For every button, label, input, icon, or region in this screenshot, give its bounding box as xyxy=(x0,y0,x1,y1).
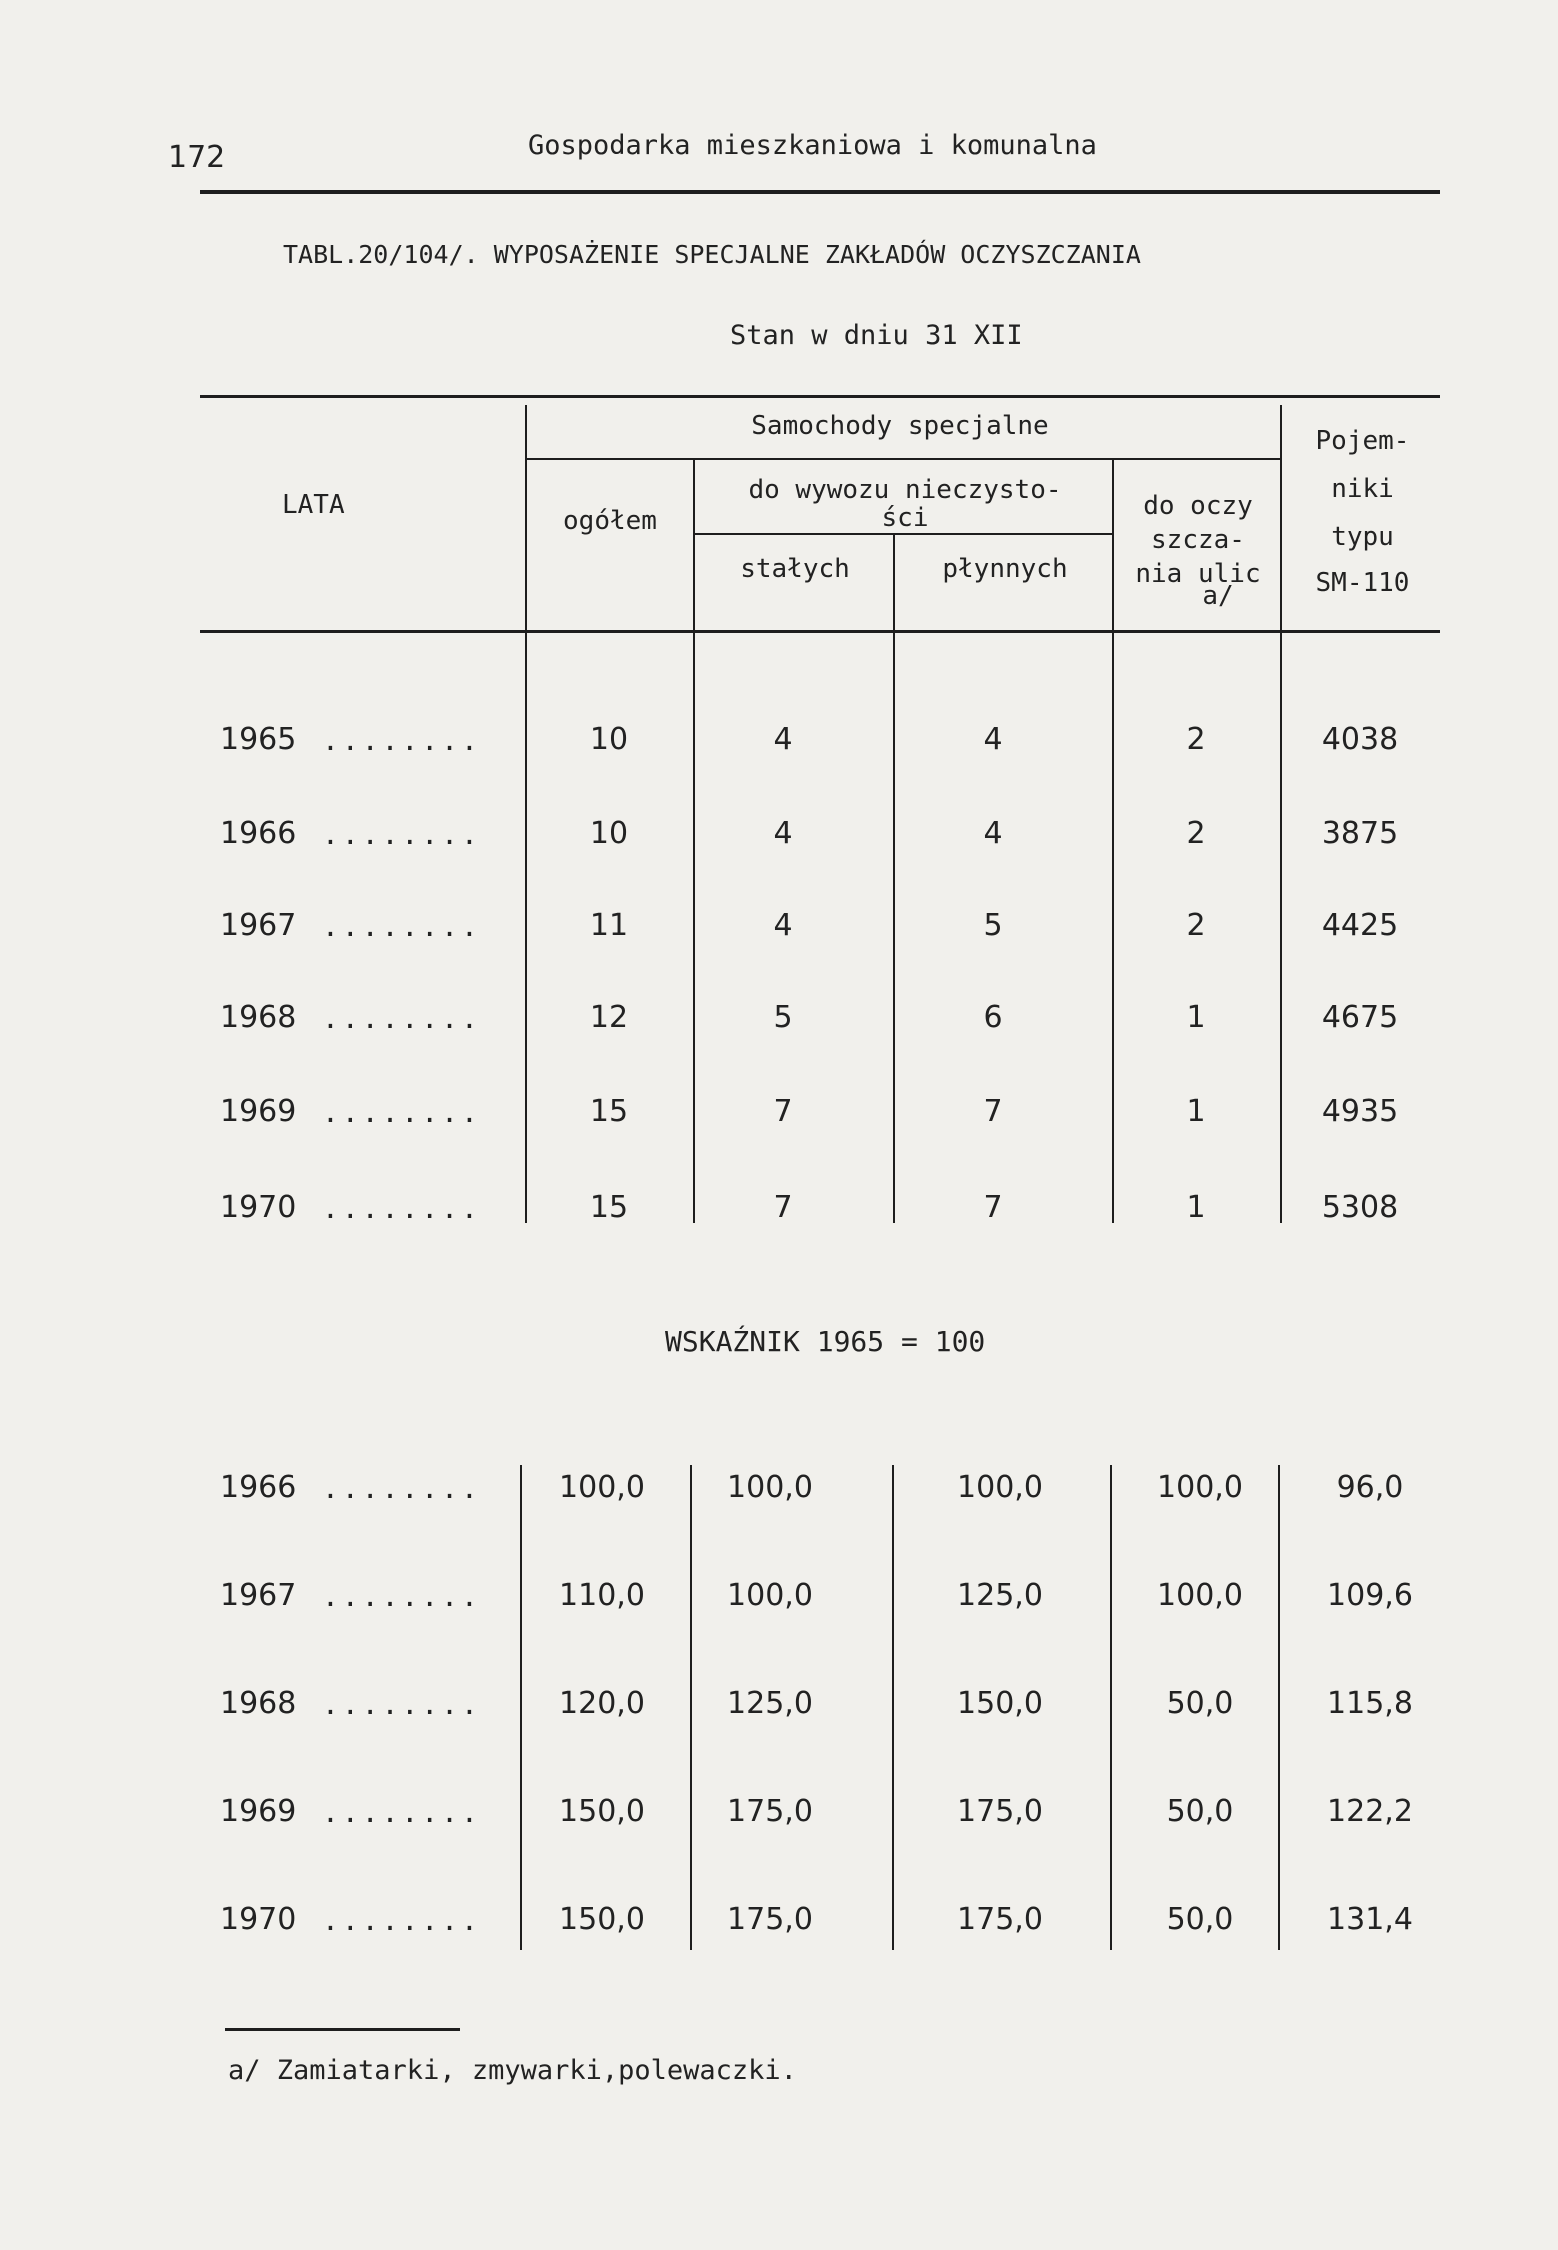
index-row-year: 1969 xyxy=(220,1794,297,1829)
absolute-cell-ogolem: 12 xyxy=(589,1000,629,1035)
index-row-leader-dots: ........ xyxy=(322,1688,481,1721)
header-rule xyxy=(200,190,1440,194)
header-wywozu-line2: ści xyxy=(881,503,929,533)
header-divider-ogolem xyxy=(693,460,695,630)
index-row-leader-dots: ........ xyxy=(322,1580,481,1613)
table-title: TABL.20/104/. WYPOSAŻENIE SPECJALNE ZAKŁADÓW OCZYSZCZANIA xyxy=(283,240,1141,269)
absolute-cell-plynnych: 5 xyxy=(983,908,1003,943)
absolute-cell-ogolem: 10 xyxy=(589,722,629,757)
absolute-cell-pojemniki: 3875 xyxy=(1321,816,1399,851)
header-oczyszczania-line3: nia ulic xyxy=(1135,559,1261,589)
absolute-cell-plynnych: 7 xyxy=(983,1190,1003,1225)
index-cell-stalych: 125,0 xyxy=(727,1686,813,1721)
index-cell-oczyszczania: 50,0 xyxy=(1166,1902,1234,1937)
header-pojemniki-line3: typu xyxy=(1331,522,1394,552)
samochody-rule xyxy=(525,458,1280,460)
index-cell-plynnych: 150,0 xyxy=(957,1686,1043,1721)
absolute-cell-oczyszczania: 2 xyxy=(1186,816,1206,851)
absolute-cell-pojemniki: 4935 xyxy=(1321,1094,1399,1129)
absolute-cell-plynnych: 7 xyxy=(983,1094,1003,1129)
absolute-cell-ogolem: 15 xyxy=(589,1190,629,1225)
absolute-row-year: 1970 xyxy=(220,1190,297,1225)
absolute-row-leader-dots: ........ xyxy=(322,1002,481,1035)
absolute-row-year: 1968 xyxy=(220,1000,297,1035)
absolute-cell-oczyszczania: 1 xyxy=(1186,1094,1206,1129)
absolute-cell-stalych: 5 xyxy=(773,1000,793,1035)
header-wywozu-line1: do wywozu nieczysto- xyxy=(748,475,1062,505)
index-cell-ogolem: 150,0 xyxy=(559,1902,645,1937)
absolute-cell-stalych: 4 xyxy=(773,722,793,757)
header-bottom-rule xyxy=(200,630,1440,633)
page-number: 172 xyxy=(168,140,226,175)
index-cell-oczyszczania: 100,0 xyxy=(1157,1470,1243,1505)
header-samochody: Samochody specjalne xyxy=(751,411,1049,441)
index-cell-pojemniki: 109,6 xyxy=(1327,1578,1413,1613)
index-cell-pojemniki: 122,2 xyxy=(1327,1794,1413,1829)
index-cell-pojemniki: 115,8 xyxy=(1327,1686,1413,1721)
index-cell-ogolem: 120,0 xyxy=(559,1686,645,1721)
absolute-row-leader-dots: ........ xyxy=(322,1192,481,1225)
index-row-year: 1967 xyxy=(220,1578,297,1613)
index-cell-stalych: 175,0 xyxy=(727,1794,813,1829)
footnote: a/ Zamiatarki, zmywarki,polewaczki. xyxy=(228,2055,797,2086)
index-cell-stalych: 100,0 xyxy=(727,1578,813,1613)
header-lata: LATA xyxy=(282,490,345,520)
index-divider-stalych xyxy=(892,1465,894,1950)
header-divider-plynnych xyxy=(1112,460,1114,630)
header-oczyszczania-line4: a/ xyxy=(1202,581,1234,611)
header-oczyszczania-line1: do oczy xyxy=(1143,491,1253,521)
absolute-cell-pojemniki: 5308 xyxy=(1321,1190,1399,1225)
header-oczyszczania-line2: szcza- xyxy=(1151,525,1245,555)
index-cell-oczyszczania: 100,0 xyxy=(1157,1578,1243,1613)
divider-oczyszczania xyxy=(1280,633,1282,1223)
absolute-cell-pojemniki: 4675 xyxy=(1321,1000,1399,1035)
absolute-cell-stalych: 7 xyxy=(773,1190,793,1225)
absolute-row-year: 1966 xyxy=(220,816,297,851)
index-divider-lata xyxy=(520,1465,522,1950)
header-plynnych: płynnych xyxy=(942,554,1068,584)
header-divider-lata xyxy=(525,405,527,630)
absolute-cell-stalych: 4 xyxy=(773,816,793,851)
absolute-cell-plynnych: 4 xyxy=(983,816,1003,851)
index-divider-oczyszczania xyxy=(1278,1465,1280,1950)
index-cell-pojemniki: 131,4 xyxy=(1327,1902,1413,1937)
divider-lata xyxy=(525,633,527,1223)
index-cell-oczyszczania: 50,0 xyxy=(1166,1794,1234,1829)
absolute-row-year: 1967 xyxy=(220,908,297,943)
table-top-rule xyxy=(200,395,1440,398)
divider-stalych xyxy=(893,633,895,1223)
header-pojemniki-line4: SM-110 xyxy=(1315,568,1410,598)
index-cell-plynnych: 175,0 xyxy=(957,1794,1043,1829)
index-divider-plynnych xyxy=(1110,1465,1112,1950)
header-stalych: stałych xyxy=(740,554,850,584)
header-divider-oczyszczania xyxy=(1280,405,1282,630)
absolute-cell-pojemniki: 4038 xyxy=(1321,722,1399,757)
divider-ogolem xyxy=(693,633,695,1223)
header-pojemniki-line2: niki xyxy=(1331,474,1394,504)
header-pojemniki-line1: Pojem- xyxy=(1315,426,1410,456)
index-row-leader-dots: ........ xyxy=(322,1796,481,1829)
absolute-row-leader-dots: ........ xyxy=(322,724,481,757)
absolute-row-leader-dots: ........ xyxy=(322,910,481,943)
index-cell-plynnych: 100,0 xyxy=(957,1470,1043,1505)
absolute-row-leader-dots: ........ xyxy=(322,818,481,851)
index-divider-ogolem xyxy=(690,1465,692,1950)
index-row-year: 1970 xyxy=(220,1902,297,1937)
absolute-cell-pojemniki: 4425 xyxy=(1321,908,1399,943)
index-cell-stalych: 100,0 xyxy=(727,1470,813,1505)
index-cell-pojemniki: 96,0 xyxy=(1336,1470,1404,1505)
absolute-row-year: 1969 xyxy=(220,1094,297,1129)
absolute-row-leader-dots: ........ xyxy=(322,1096,481,1129)
index-cell-stalych: 175,0 xyxy=(727,1902,813,1937)
header-divider-stalych xyxy=(893,535,895,630)
absolute-cell-ogolem: 10 xyxy=(589,816,629,851)
absolute-cell-oczyszczania: 2 xyxy=(1186,722,1206,757)
absolute-row-year: 1965 xyxy=(220,722,297,757)
index-cell-oczyszczania: 50,0 xyxy=(1166,1686,1234,1721)
index-row-year: 1968 xyxy=(220,1686,297,1721)
absolute-cell-ogolem: 15 xyxy=(589,1094,629,1129)
table-subtitle: Stan w dniu 31 XII xyxy=(730,320,1023,351)
index-cell-plynnych: 125,0 xyxy=(957,1578,1043,1613)
index-cell-ogolem: 100,0 xyxy=(559,1470,645,1505)
footnote-rule xyxy=(225,2028,460,2031)
index-row-year: 1966 xyxy=(220,1470,297,1505)
absolute-cell-stalych: 4 xyxy=(773,908,793,943)
running-head: Gospodarka mieszkaniowa i komunalna xyxy=(528,130,1097,161)
divider-plynnych xyxy=(1112,633,1114,1223)
absolute-cell-oczyszczania: 1 xyxy=(1186,1190,1206,1225)
absolute-cell-oczyszczania: 1 xyxy=(1186,1000,1206,1035)
absolute-cell-plynnych: 4 xyxy=(983,722,1003,757)
index-cell-ogolem: 150,0 xyxy=(559,1794,645,1829)
absolute-cell-stalych: 7 xyxy=(773,1094,793,1129)
header-ogolem: ogółem xyxy=(563,506,657,536)
index-cell-ogolem: 110,0 xyxy=(559,1578,645,1613)
absolute-cell-oczyszczania: 2 xyxy=(1186,908,1206,943)
absolute-cell-plynnych: 6 xyxy=(983,1000,1003,1035)
index-cell-plynnych: 175,0 xyxy=(957,1902,1043,1937)
index-row-leader-dots: ........ xyxy=(322,1472,481,1505)
absolute-cell-ogolem: 11 xyxy=(589,908,629,943)
index-row-leader-dots: ........ xyxy=(322,1904,481,1937)
index-heading: WSKAŹNIK 1965 = 100 xyxy=(665,1325,986,1358)
